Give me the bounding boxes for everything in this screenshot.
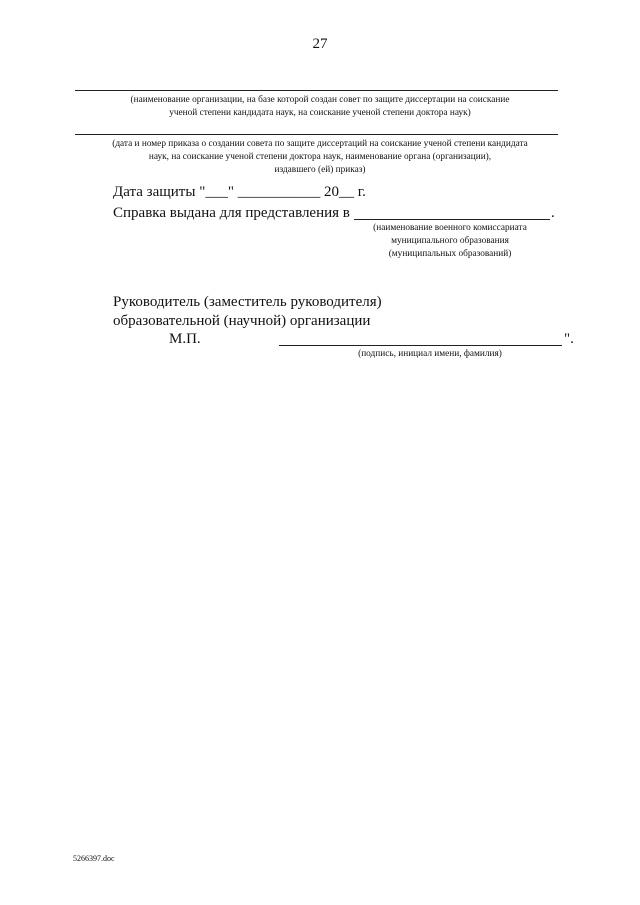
order-caption-line-1: (дата и номер приказа о создании совета по защите диссертаций на соискание ученой степени кандидата: [112, 139, 528, 149]
certificate-caption-line-3: (муниципальных образований): [388, 249, 512, 259]
signature-end-mark: ".: [564, 331, 574, 347]
certificate-caption-line-2: муниципального образования: [391, 236, 509, 246]
order-blank-line: [75, 134, 558, 135]
order-caption-line-3: издавшего (ей) приказ): [274, 165, 366, 175]
signature-blank-line: [279, 345, 562, 346]
defense-date-line: Дата защиты "___" ___________ 20__ г.: [113, 184, 366, 200]
order-caption-line-2: наук, на соискание ученой степени доктора наук, наименование органа (организации),: [148, 152, 492, 162]
certificate-end-mark: .: [551, 205, 555, 221]
organization-blank-line: [75, 90, 558, 91]
certificate-caption-line-1: (наименование военного комиссариата: [373, 223, 527, 233]
signature-caption: (подпись, инициал имени, фамилия): [358, 349, 502, 359]
organization-caption-line-2: ученой степени кандидата наук, на соискание ученой степени доктора наук): [169, 108, 471, 118]
certificate-blank-line: [354, 219, 550, 220]
footer-doc-id: 5266397.doc: [73, 854, 115, 863]
certificate-line-text: Справка выдана для представления в: [113, 205, 350, 221]
head-title-line-2: образовательной (научной) организации: [113, 313, 371, 329]
stamp-label: М.П.: [169, 331, 201, 347]
head-title-line-1: Руководитель (заместитель руководителя): [113, 294, 382, 310]
organization-caption-line-1: (наименование организации, на базе которой создан совет по защите диссертации на соискание: [130, 95, 510, 105]
page-number: 27: [312, 36, 328, 52]
